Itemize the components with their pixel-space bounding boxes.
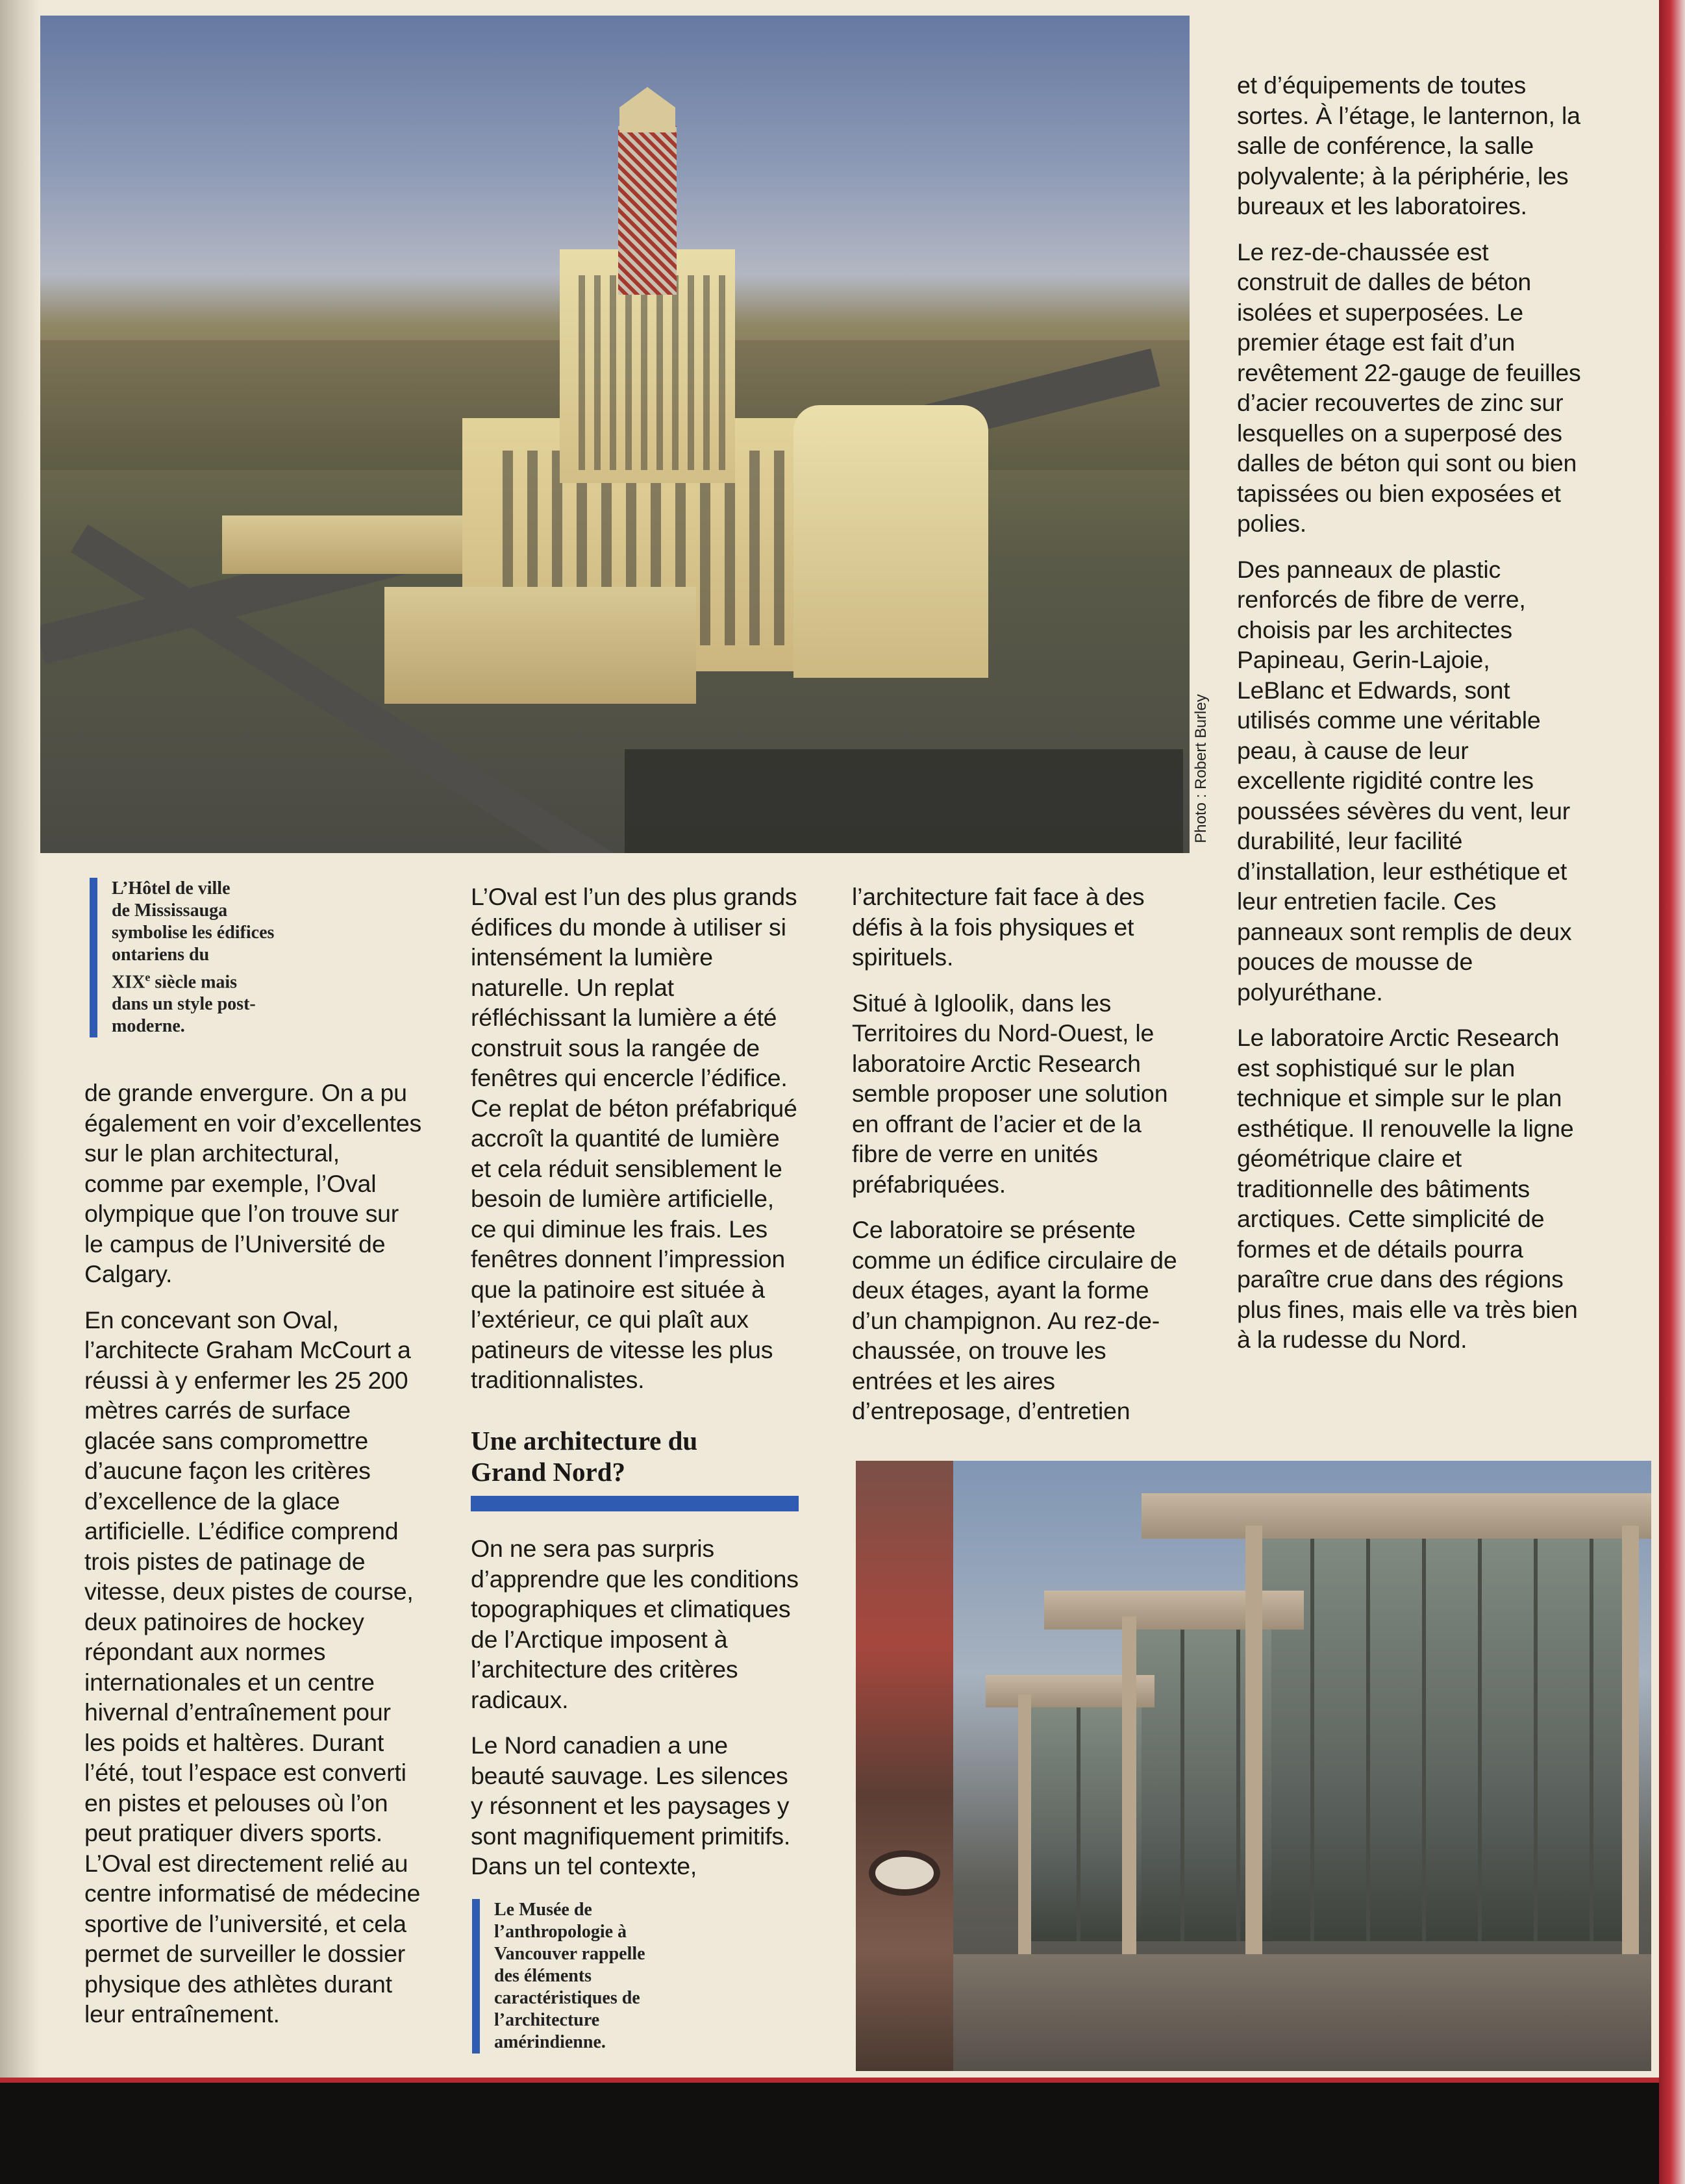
paragraph: Le Nord canadien a une beauté sauvage. Les silences y résonnent et les paysages y sont magnifiquement primitifs. Dans un tel contexte, bbox=[471, 1731, 791, 1880]
article-column-2-continued bbox=[471, 1533, 802, 1881]
paragraph: Ce laboratoire se présente comme un édifice circulaire de deux étages, ayant la forme d’un champignon. Au rez-de-chaussée, on trouve les entrées et les aires d’entreposage, d’entretien bbox=[852, 1216, 1177, 1424]
photo-credit: Photo : Robert Burley bbox=[1192, 694, 1210, 843]
paragraph: Le laboratoire Arctic Research est sophistiqué sur le plan technique et simple sur le plan esthétique. Il renouvelle la ligne géométrique claire et traditionnelle des bâtiments arctiques. Cette simplicité de formes et de détails pourra paraître crue dans des régions plus fines, mais elle va très bien à la rudesse du Nord. bbox=[1237, 1024, 1578, 1353]
paragraph: Situé à Igloolik, dans les Territoires du Nord-Ouest, le laboratoire Arctic Research semble proposer une solution en offrant de l’acier et de la fibre de verre en unités préfabriquées. bbox=[852, 989, 1168, 1198]
paragraph: de grande envergure. On a pu également en voir d’excellentes sur le plan architectural, comme par exemple, l’Oval olympique que l’on trouve sur le campus de l’Université de Calgary. bbox=[84, 1079, 422, 1287]
paragraph: Le rez-de-chaussée est construit de dalles de béton isolées et superposées. Le premier étage est fait d’un revêtement 22-gauge de feuilles d’acier recouvertes de zinc sur lesquelles on a superposé des dalles de béton qui sont ou bien tapissées ou bien exposées et polies. bbox=[1237, 238, 1581, 537]
article-column-3 bbox=[852, 882, 1183, 1426]
mississauga-city-hall-photo bbox=[40, 16, 1190, 853]
photo-caption-vancouver-museum: Le Musée de l’anthropologie à Vancouver rappelle des éléments caractéristiques de l’architecture amérindienne. bbox=[472, 1899, 706, 2054]
museum-of-anthropology-photo bbox=[856, 1461, 1651, 2071]
binding-edge bbox=[1659, 0, 1685, 2184]
paragraph: L’Oval est l’un des plus grands édifices du monde à utiliser si intensément la lumière naturelle. Un replat réfléchissant la lumière a été construit sous la rangée de fenêtres qui encercle l’édifice. Ce replat de béton préfabriqué accroît la quantité de lumière et cela réduit sensiblement le besoin de lumière artificielle, ce qui diminue les frais. Les fenêtres donnent l’impression que la patinoire est située à l’extérieur, ce qui plaît aux patineurs de vitesse les plus traditionnalistes. bbox=[471, 883, 797, 1393]
paragraph: Des panneaux de plastic renforcés de fibre de verre, choisis par les architectes Papineau, Gerin-Lajoie, LeBlanc et Edwards, sont utilisés comme une véritable peau, à cause de leur excellente rigidité contre les poussées sévères du vent, leur durabilité, leur facilité d’installation, leur esthétique et leur entretien facile. Ces panneaux sont remplis de deux pouces de mousse de polyuréthane. bbox=[1237, 555, 1572, 1006]
paragraph: l’architecture fait face à des défis à la fois physiques et spirituels. bbox=[852, 883, 1145, 971]
photo-caption-mississauga: L’Hôtel de ville de Mississauga symbolise les édifices ontariens du XIXe siècle mais dans un style post- moderne. bbox=[90, 878, 336, 1037]
article-column-2 bbox=[471, 882, 802, 1395]
paragraph: On ne sera pas surpris d’apprendre que les conditions topographiques et climatiques de l’Arctique imposent à l’architecture des critères radicaux. bbox=[471, 1535, 799, 1713]
article-column-4 bbox=[1237, 70, 1581, 1355]
paragraph: et d’équipements de toutes sortes. À l’étage, le lanternon, la salle de conférence, la salle polyvalente; à la périphérie, les bureaux et les laboratoires. bbox=[1237, 71, 1580, 219]
paragraph: En concevant son Oval, l’architecte Graham McCourt a réussi à y enfermer les 25 200 mètres carrés de surface glacée sans compromettre d’aucune façon les critères d’excellence de la glace artificielle. L’édifice comprend trois pistes de patinage de vitesse, deux pistes de course, deux patinoires de hockey répondant aux normes internationales et un centre hivernal d’entraînement pour les poids et haltères. Durant l’été, tout l’espace est converti en pistes et pelouses où l’on peut pratiquer divers sports. L’Oval est directement relié au centre informatisé de médecine sportive de l’université, et cela permet de surveiller le dossier physique des athlètes durant leur entraînement. bbox=[84, 1306, 421, 2028]
article-column-1 bbox=[84, 1078, 422, 2029]
heading-rule bbox=[471, 1496, 799, 1511]
section-heading: Une architecture du Grand Nord? bbox=[471, 1426, 698, 1487]
bottom-edge bbox=[0, 2078, 1659, 2184]
